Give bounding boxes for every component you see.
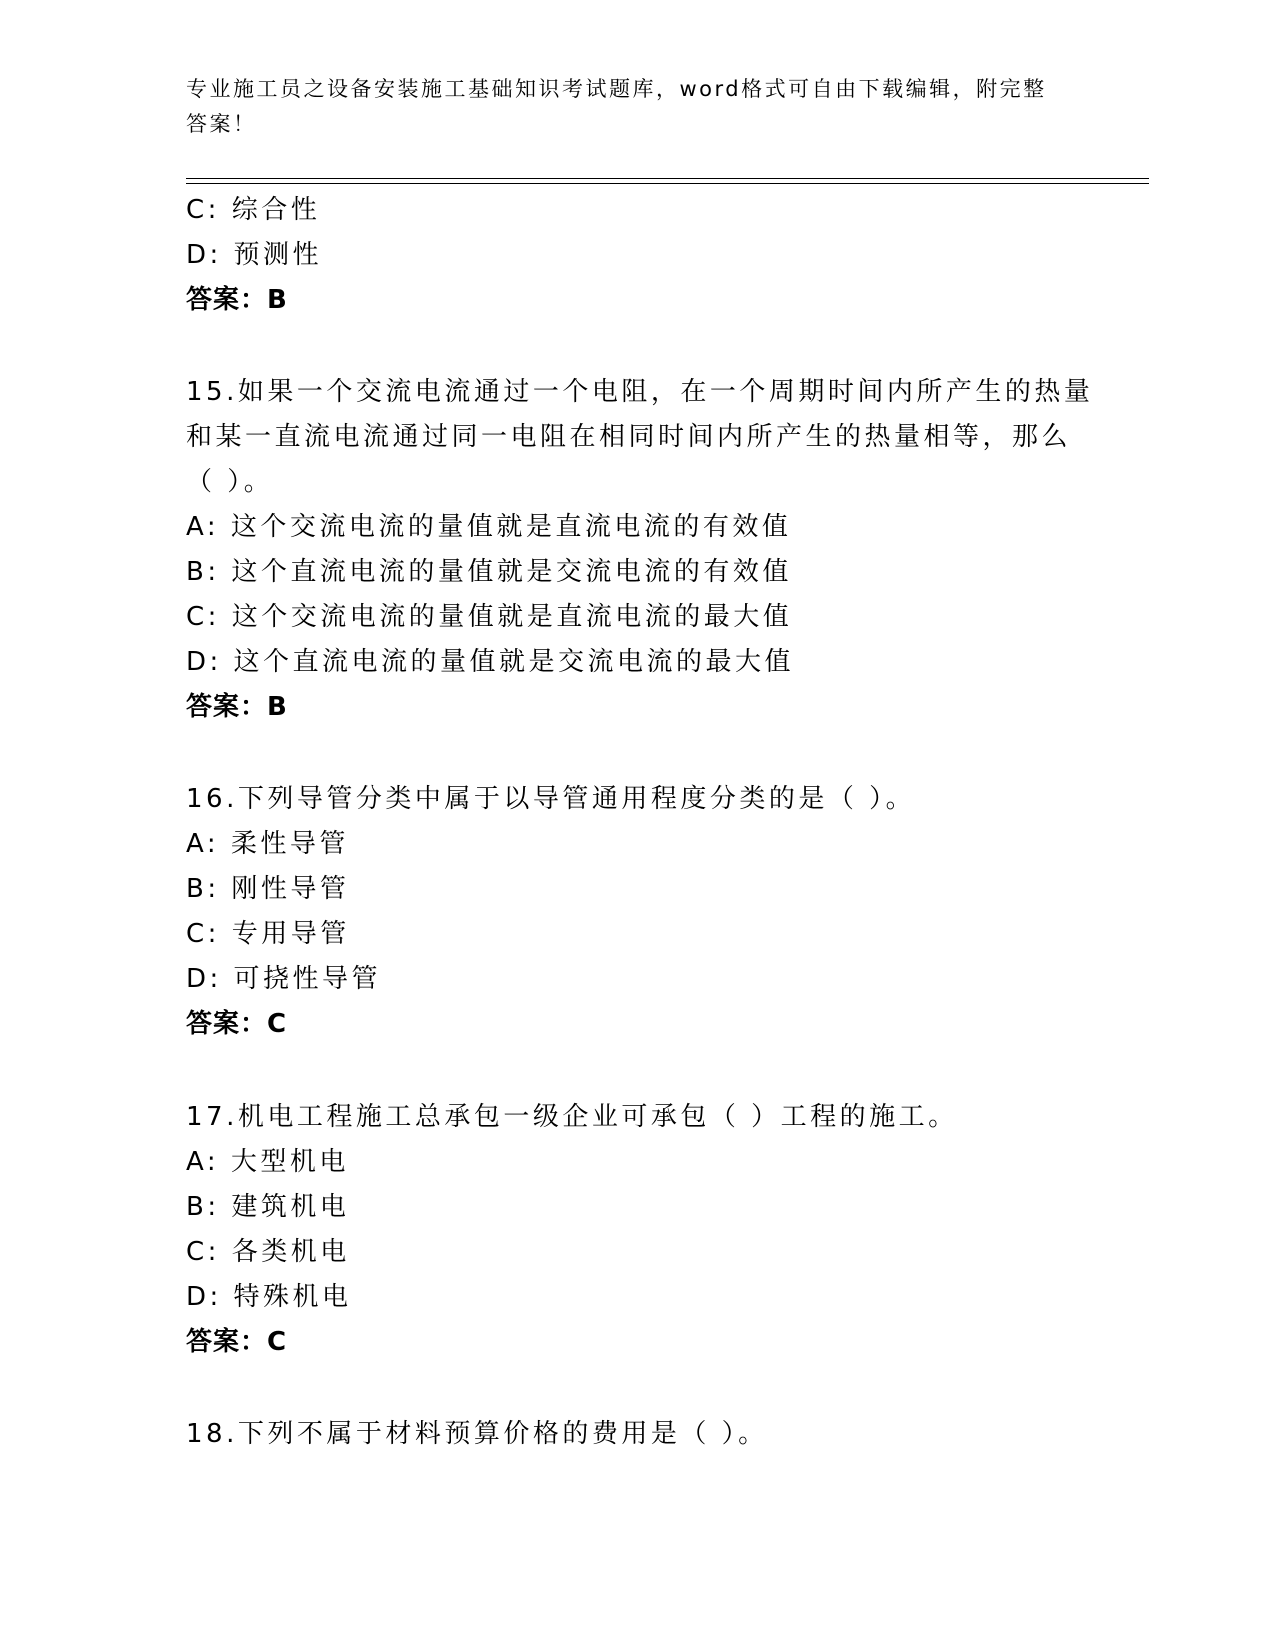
prev-option-d [186,238,322,272]
option-letter: C: [186,919,220,949]
q16-stem-line-1: 16.下列导管分类中属于以导管通用程度分类的是（ ）。 [186,784,916,814]
option-letter: A: [186,829,220,859]
q15-option-d [186,645,794,679]
option-text: 这个交流电流的量值就是直流电流的最大值 [231,602,793,632]
option-letter: C: [186,1237,220,1267]
option-text: 可挠性导管 [233,964,382,994]
q15-option-a [186,510,791,544]
q17-option-d [186,1280,352,1314]
q15-option-c [186,600,792,634]
q15-stem-line-2: 和某一直流电流通过同一电阻在相同时间内所产生的热量相等，那么 [186,422,1072,452]
option-text: 这个直流电流的量值就是交流电流的最大值 [233,647,795,677]
option-text: 柔性导管 [230,829,349,859]
option-text: 专用导管 [231,919,350,949]
option-letter: B: [186,557,220,587]
q16-option-d [186,962,381,996]
q16-option-a [186,827,349,861]
q16-option-c [186,917,350,951]
header-rule-bottom [186,183,1149,184]
q17-option-c [186,1235,350,1269]
option-text: 这个直流电流的量值就是交流电流的有效值 [231,557,792,587]
option-text: 特殊机电 [233,1282,352,1312]
option-text: 综合性 [231,195,321,225]
q15-answer: 答案：B [186,692,288,722]
q17-answer: 答案：C [186,1327,288,1357]
option-letter: D: [186,647,222,677]
option-text: 刚性导管 [231,874,350,904]
option-letter: D: [186,240,222,270]
q17-option-a [186,1145,349,1179]
q16-answer: 答案：C [186,1009,288,1039]
prev-answer: 答案：B [186,285,288,315]
option-letter: C: [186,602,220,632]
q17-stem-line-1: 17.机电工程施工总承包一级企业可承包（ ）工程的施工。 [186,1102,958,1132]
q15-stem-line-3: （ ）。 [186,467,274,497]
q15-option-b [186,555,792,589]
page-header: 专业施工员之设备安装施工基础知识考试题库，word格式可自由下载编辑，附完整答案！ [186,77,1047,136]
option-text: 预测性 [233,240,323,270]
option-letter: D: [186,964,222,994]
option-letter: A: [186,512,220,542]
option-letter: B: [186,874,220,904]
header-rule-top [186,178,1149,179]
option-letter: C: [186,195,220,225]
option-text: 各类机电 [231,1237,350,1267]
option-text: 大型机电 [230,1147,349,1177]
option-text: 建筑机电 [231,1192,350,1222]
q16-option-b [186,872,349,906]
q15-stem-line-1: 15.如果一个交流电流通过一个电阻，在一个周期时间内所产生的热量 [186,377,1094,407]
prev-option-c [186,193,320,227]
option-text: 这个交流电流的量值就是直流电流的有效值 [230,512,792,542]
q18-stem-line-1: 18.下列不属于材料预算价格的费用是（ ）。 [186,1419,768,1449]
option-letter: D: [186,1282,222,1312]
option-letter: B: [186,1192,220,1222]
q17-option-b [186,1190,349,1224]
option-letter: A: [186,1147,220,1177]
